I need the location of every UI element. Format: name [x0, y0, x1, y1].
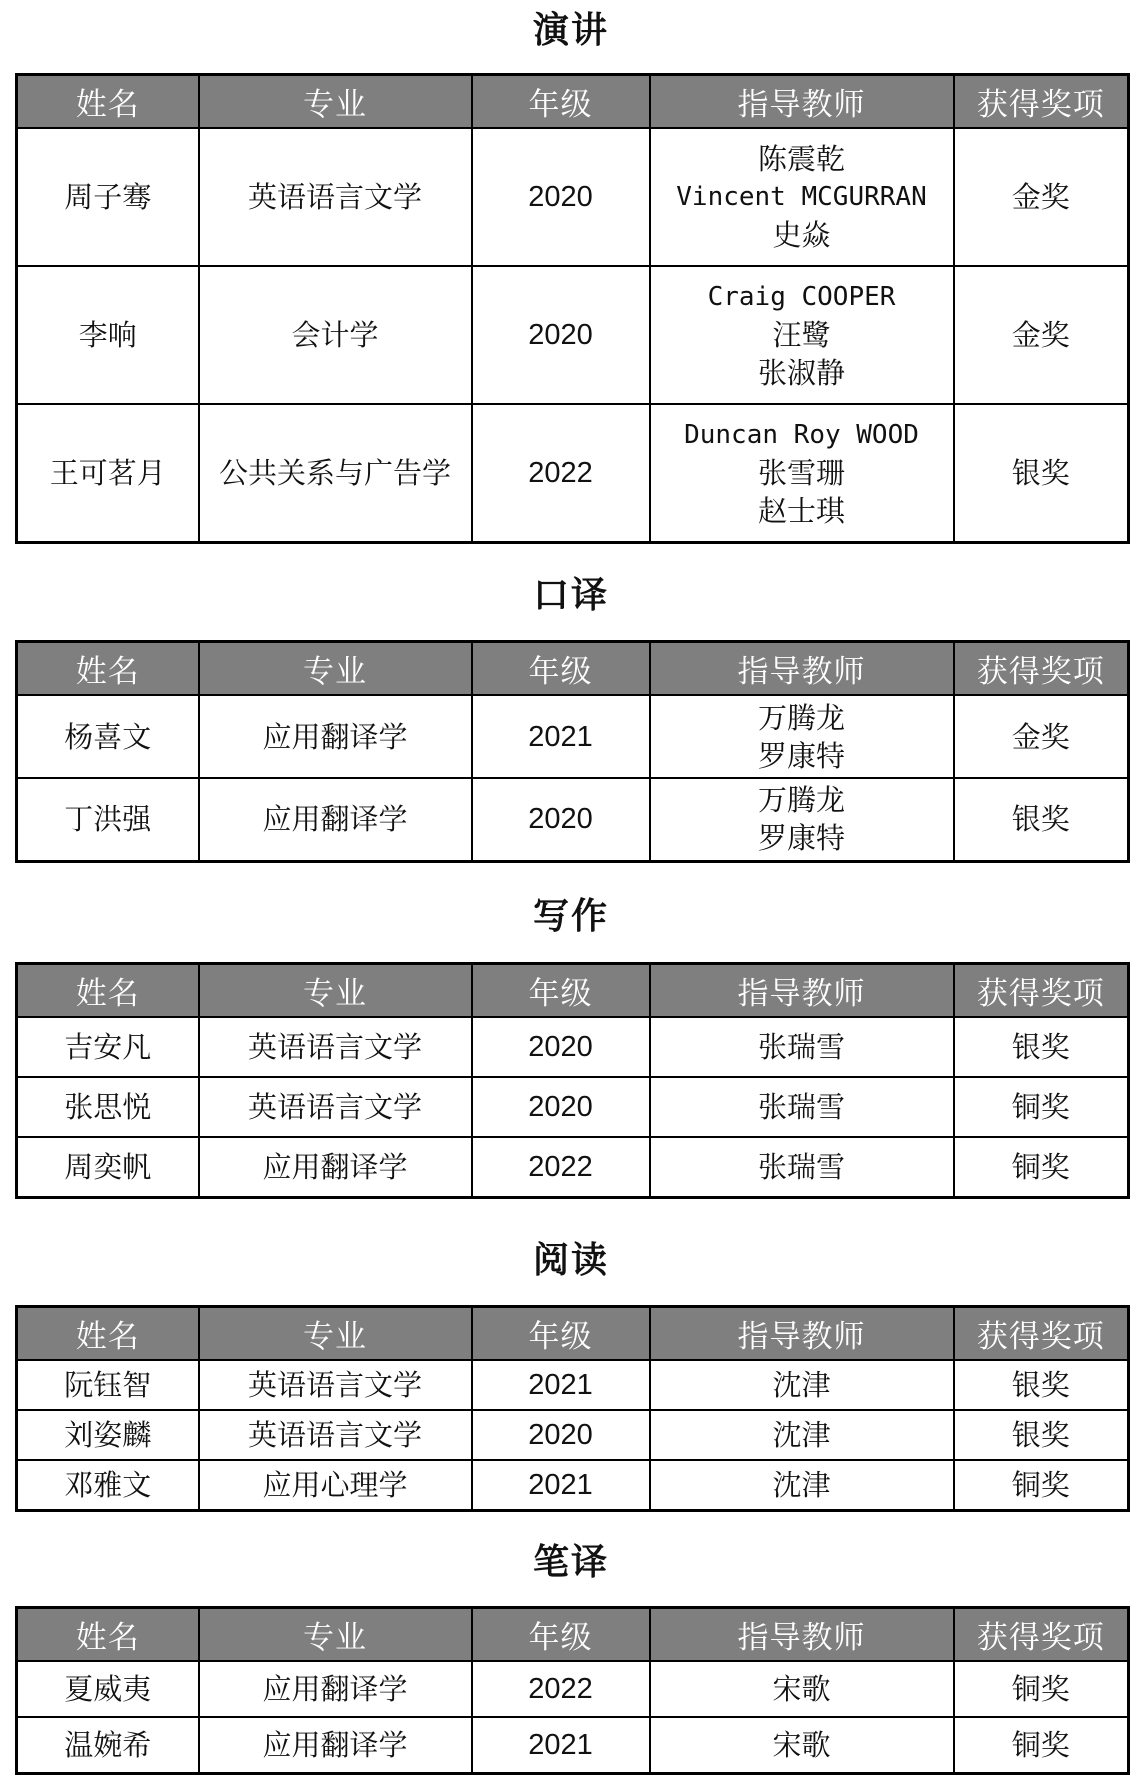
advisor-cell [650, 1717, 954, 1773]
major-cell: 英语语言文学 [199, 1410, 472, 1460]
award-table-section-5 [15, 1606, 1130, 1775]
grade-cell: 2022 [472, 1137, 650, 1197]
advisor-name: 汪鹭 [772, 318, 831, 352]
header-grade: 年级 [472, 642, 650, 696]
advisor-cell [650, 1410, 954, 1460]
student-name-cell: 刘姿麟 [17, 1410, 199, 1460]
award-table-section-1 [15, 73, 1130, 544]
header-advisor: 指导教师 [650, 1608, 954, 1662]
header-grade: 年级 [472, 964, 650, 1018]
student-name-cell: 周子骞 [17, 128, 199, 266]
major-cell: 应用翻译学 [199, 1661, 472, 1717]
header-advisor: 指导教师 [650, 75, 954, 129]
advisor-cell [650, 1460, 954, 1510]
advisor-name: Vincent MCGURRAN [676, 182, 927, 212]
table-row [17, 128, 1129, 266]
table-row [17, 695, 1129, 778]
advisor-cell [650, 266, 954, 404]
table-row [17, 1460, 1129, 1510]
advisor-name: 张瑞雪 [757, 1149, 845, 1184]
table-row [17, 1410, 1129, 1460]
student-name-cell: 张思悦 [17, 1077, 199, 1137]
header-award: 获得奖项 [954, 1307, 1129, 1361]
header-advisor: 指导教师 [650, 964, 954, 1018]
award-table-section-3 [15, 962, 1130, 1199]
major-cell: 英语语言文学 [199, 1017, 472, 1077]
advisor-cell [650, 128, 954, 266]
header-major: 专业 [199, 964, 472, 1018]
table-header-row [17, 1608, 1129, 1662]
advisor-cell [650, 1077, 954, 1137]
award-table-section-2 [15, 640, 1130, 863]
award-cell: 银奖 [954, 1410, 1129, 1460]
section-title: 写作 [532, 895, 609, 937]
student-name-cell: 丁洪强 [17, 778, 199, 861]
advisor-name: Duncan Roy WOOD [684, 419, 919, 450]
section-title: 笔译 [532, 1541, 609, 1583]
header-award: 获得奖项 [954, 642, 1129, 696]
grade-cell: 2020 [472, 128, 650, 266]
header-advisor: 指导教师 [650, 642, 954, 696]
student-name-cell: 吉安凡 [17, 1017, 199, 1077]
header-name: 姓名 [17, 75, 199, 129]
advisor-name: 张淑静 [757, 356, 845, 390]
award-cell: 银奖 [954, 404, 1129, 542]
header-major: 专业 [199, 642, 472, 696]
award-table-section-4 [15, 1305, 1130, 1512]
table-row [17, 1077, 1129, 1137]
header-grade: 年级 [472, 1307, 650, 1361]
advisor-name: 史焱 [772, 218, 831, 252]
table-row [17, 1137, 1129, 1197]
header-major: 专业 [199, 1307, 472, 1361]
table-row [17, 404, 1129, 542]
grade-cell: 2020 [472, 778, 650, 861]
award-cell: 金奖 [954, 128, 1129, 266]
major-cell: 应用翻译学 [199, 1717, 472, 1773]
advisor-name: 陈震乾 [757, 142, 845, 176]
major-cell: 应用翻译学 [199, 778, 472, 861]
grade-cell: 2020 [472, 1410, 650, 1460]
advisor-name: 罗康特 [757, 821, 845, 856]
award-cell: 铜奖 [954, 1460, 1129, 1510]
advisor-name: 罗康特 [757, 738, 845, 773]
award-cell: 铜奖 [954, 1661, 1129, 1717]
table-row [17, 1661, 1129, 1717]
section-title: 口译 [532, 574, 609, 616]
student-name-cell: 杨喜文 [17, 695, 199, 778]
award-cell: 银奖 [954, 1017, 1129, 1077]
header-award: 获得奖项 [954, 1608, 1129, 1662]
table-header-row [17, 1307, 1129, 1361]
student-name-cell: 邓雅文 [17, 1460, 199, 1510]
grade-cell: 2022 [472, 404, 650, 542]
major-cell: 英语语言文学 [199, 1360, 472, 1410]
header-advisor: 指导教师 [650, 1307, 954, 1361]
grade-cell: 2021 [472, 1717, 650, 1773]
table-row [17, 1360, 1129, 1410]
header-name: 姓名 [17, 642, 199, 696]
major-cell: 会计学 [199, 266, 472, 404]
major-cell: 应用翻译学 [199, 1137, 472, 1197]
header-award: 获得奖项 [954, 75, 1129, 129]
advisor-cell [650, 1017, 954, 1077]
award-cell: 银奖 [954, 778, 1129, 861]
header-grade: 年级 [472, 1608, 650, 1662]
header-name: 姓名 [17, 1608, 199, 1662]
header-award: 获得奖项 [954, 964, 1129, 1018]
advisor-cell [650, 1661, 954, 1717]
grade-cell: 2020 [472, 266, 650, 404]
advisor-name: 沈津 [772, 1418, 831, 1452]
advisor-name: 沈津 [772, 1467, 831, 1502]
advisor-name: 宋歌 [772, 1672, 831, 1706]
grade-cell: 2021 [472, 1360, 650, 1410]
header-major: 专业 [199, 75, 472, 129]
student-name-cell: 阮钰智 [17, 1360, 199, 1410]
section-title: 演讲 [532, 9, 609, 51]
advisor-name: 张瑞雪 [757, 1030, 845, 1064]
advisor-cell [650, 404, 954, 542]
table-row [17, 778, 1129, 861]
advisor-name: 赵士琪 [757, 493, 845, 528]
major-cell: 英语语言文学 [199, 1077, 472, 1137]
grade-cell: 2020 [472, 1017, 650, 1077]
grade-cell: 2021 [472, 1460, 650, 1510]
major-cell: 应用心理学 [199, 1460, 472, 1510]
advisor-cell [650, 1137, 954, 1197]
advisor-name: 张瑞雪 [757, 1090, 845, 1124]
student-name-cell: 周奕帆 [17, 1137, 199, 1197]
table-row [17, 1717, 1129, 1773]
header-grade: 年级 [472, 75, 650, 129]
grade-cell: 2021 [472, 695, 650, 778]
table-header-row [17, 964, 1129, 1018]
advisor-name: 宋歌 [772, 1727, 831, 1762]
table-row [17, 266, 1129, 404]
award-cell: 金奖 [954, 695, 1129, 778]
advisor-name: 沈津 [772, 1368, 831, 1402]
advisor-cell [650, 695, 954, 778]
student-name-cell: 温婉希 [17, 1717, 199, 1773]
table-header-row [17, 75, 1129, 129]
advisor-name: 张雪珊 [757, 455, 845, 490]
major-cell: 英语语言文学 [199, 128, 472, 266]
advisor-name: 万腾龙 [757, 700, 845, 735]
student-name-cell: 李响 [17, 266, 199, 404]
advisor-name: 万腾龙 [757, 783, 845, 818]
grade-cell: 2020 [472, 1077, 650, 1137]
award-cell: 银奖 [954, 1360, 1129, 1410]
award-cell: 铜奖 [954, 1717, 1129, 1773]
advisor-cell [650, 1360, 954, 1410]
table-row [17, 1017, 1129, 1077]
header-name: 姓名 [17, 964, 199, 1018]
student-name-cell: 夏威夷 [17, 1661, 199, 1717]
student-name-cell: 王可茗月 [17, 404, 199, 542]
major-cell: 应用翻译学 [199, 695, 472, 778]
grade-cell: 2022 [472, 1661, 650, 1717]
major-cell: 公共关系与广告学 [199, 404, 472, 542]
header-major: 专业 [199, 1608, 472, 1662]
header-name: 姓名 [17, 1307, 199, 1361]
advisor-cell [650, 778, 954, 861]
table-header-row [17, 642, 1129, 696]
advisor-name: Craig COOPER [707, 282, 896, 312]
award-cell: 铜奖 [954, 1077, 1129, 1137]
section-title: 阅读 [532, 1239, 609, 1281]
award-cell: 铜奖 [954, 1137, 1129, 1197]
award-cell: 金奖 [954, 266, 1129, 404]
